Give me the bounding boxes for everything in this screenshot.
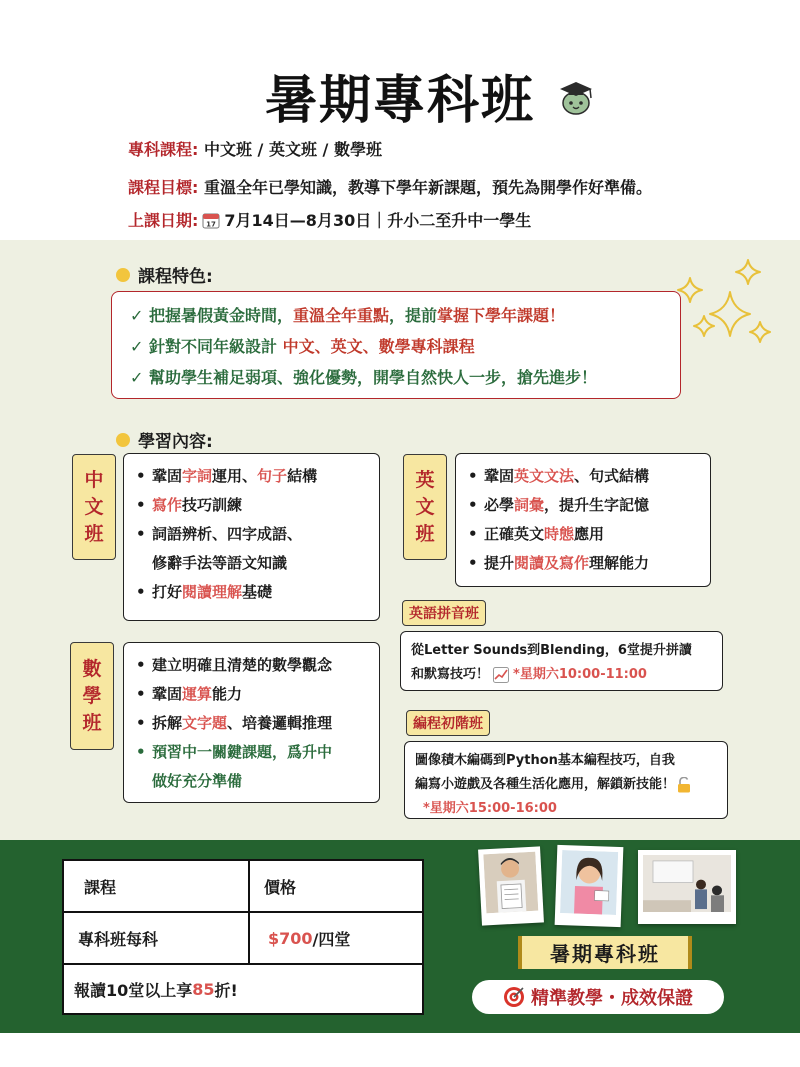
student-holding-paper-image bbox=[483, 852, 538, 914]
calendar-icon bbox=[202, 211, 220, 229]
feature-item: ✓ 把握暑假黃金時間，重溫全年重點，提前掌握下學年課題！ bbox=[130, 306, 566, 325]
list-item: • 預習中一關鍵課題，爲升中 bbox=[136, 743, 333, 761]
features-box bbox=[111, 291, 681, 399]
date-label: 上課日期: bbox=[128, 211, 199, 230]
english-class-card bbox=[455, 453, 711, 587]
date-value: 7月14日—8月30日｜升小二至升中一學生 bbox=[224, 211, 532, 230]
chart-up-icon bbox=[493, 667, 509, 683]
bullet-dot-icon bbox=[116, 268, 130, 282]
coding-time: *星期六15:00-16:00 bbox=[423, 801, 557, 816]
price-table bbox=[62, 859, 424, 1015]
slogan-badge bbox=[472, 980, 724, 1014]
coding-class-tag: 編程初階班 bbox=[406, 710, 490, 736]
student-photo bbox=[555, 845, 624, 927]
course-row bbox=[128, 137, 382, 160]
list-item: • 鞏固 運算 能力 bbox=[136, 685, 243, 703]
graduation-cap-mascot-icon bbox=[556, 76, 596, 116]
goal-value: 重溫全年已學知識，教導下學年新課題，預先為開學作好準備。 bbox=[203, 178, 652, 197]
math-class-tag: 數 學 班 bbox=[70, 642, 114, 750]
list-item: • 寫作 技巧訓練 bbox=[136, 496, 243, 514]
course-label: 專科課程: bbox=[128, 140, 199, 159]
list-item: • 拆解 文字題 、培養邏輯推理 bbox=[136, 714, 333, 732]
student-photo bbox=[478, 846, 544, 925]
math-class-card bbox=[123, 642, 380, 803]
feature-item: ✓ 幫助學生補足弱項、強化優勢，開學自然快人一步，搶先進步！ bbox=[130, 368, 597, 387]
bullet-dot-icon bbox=[116, 433, 130, 447]
svg-text:17: 17 bbox=[206, 220, 217, 228]
phonics-line-2: 和默寫技巧！ bbox=[411, 667, 490, 682]
chinese-class-tag: 中 文 班 bbox=[72, 454, 116, 560]
features-heading bbox=[116, 262, 213, 287]
phonics-class-card bbox=[400, 631, 723, 691]
english-class-tag: 英 文 班 bbox=[403, 454, 447, 560]
list-item: • 正確英文 時態 應用 bbox=[468, 525, 605, 543]
list-item: • 鞏固 英文文法 、句式結構 bbox=[468, 467, 650, 485]
unlock-icon bbox=[677, 777, 691, 793]
coding-class-card bbox=[404, 741, 728, 819]
list-item: • 提升 閱讀及寫作 理解能力 bbox=[468, 554, 650, 572]
table-cell-price: $700 /四堂 bbox=[268, 928, 351, 949]
list-item: • 詞語辨析、四字成語、 bbox=[136, 525, 303, 543]
classroom-photo bbox=[638, 850, 736, 924]
table-header-course: 課程 bbox=[84, 877, 117, 897]
chinese-class-card bbox=[123, 453, 380, 621]
table-header-price: 價格 bbox=[264, 877, 297, 897]
list-item: • 打好 閱讀理解 基礎 bbox=[136, 583, 273, 601]
page-title: 暑期專科班 bbox=[264, 71, 535, 131]
list-item-continuation: 做好充分準備 bbox=[152, 772, 243, 790]
goal-label: 課程目標: bbox=[128, 178, 199, 197]
brand-label: 暑期專科班 bbox=[518, 936, 692, 969]
list-item: • 必學 詞彙 ，提升生字記憶 bbox=[468, 496, 650, 514]
coding-line-2: 編寫小遊戲及各種生活化應用，解鎖新技能！ bbox=[415, 777, 676, 792]
list-item: • 建立明確且清楚的數學觀念 bbox=[136, 656, 333, 674]
date-row bbox=[128, 208, 531, 231]
features-heading-text: 課程特色: bbox=[138, 267, 213, 287]
coding-line-1: 圖像積木編碼到Python基本編程技巧，自我 bbox=[415, 753, 675, 768]
phonics-class-tag: 英語拼音班 bbox=[402, 600, 486, 626]
list-item-continuation: 修辭手法等語文知識 bbox=[152, 554, 288, 572]
feature-item: ✓ 針對不同年級設計 中文、英文、數學專科課程 bbox=[130, 337, 475, 356]
phonics-time: *星期六10:00-11:00 bbox=[513, 667, 647, 682]
learning-heading-text: 學習內容: bbox=[138, 432, 213, 452]
slogan-text: 精準教學・成效保證 bbox=[531, 988, 693, 1009]
sparkles-icon bbox=[668, 252, 778, 362]
classroom-image bbox=[643, 855, 731, 912]
student-smiling-image bbox=[560, 850, 618, 915]
target-icon bbox=[503, 986, 525, 1008]
phonics-line-1: 從Letter Sounds到Blending，6堂提升拼讀 bbox=[411, 643, 692, 658]
list-item: • 鞏固 字詞 運用、 句子 結構 bbox=[136, 467, 318, 485]
learning-heading bbox=[116, 427, 213, 452]
goal-row bbox=[128, 175, 652, 198]
course-value: 中文班 / 英文班 / 數學班 bbox=[203, 140, 382, 159]
discount-text: 報讀10堂以上享 85 折! bbox=[74, 979, 238, 1000]
table-cell-course: 專科班每科 bbox=[78, 929, 159, 949]
